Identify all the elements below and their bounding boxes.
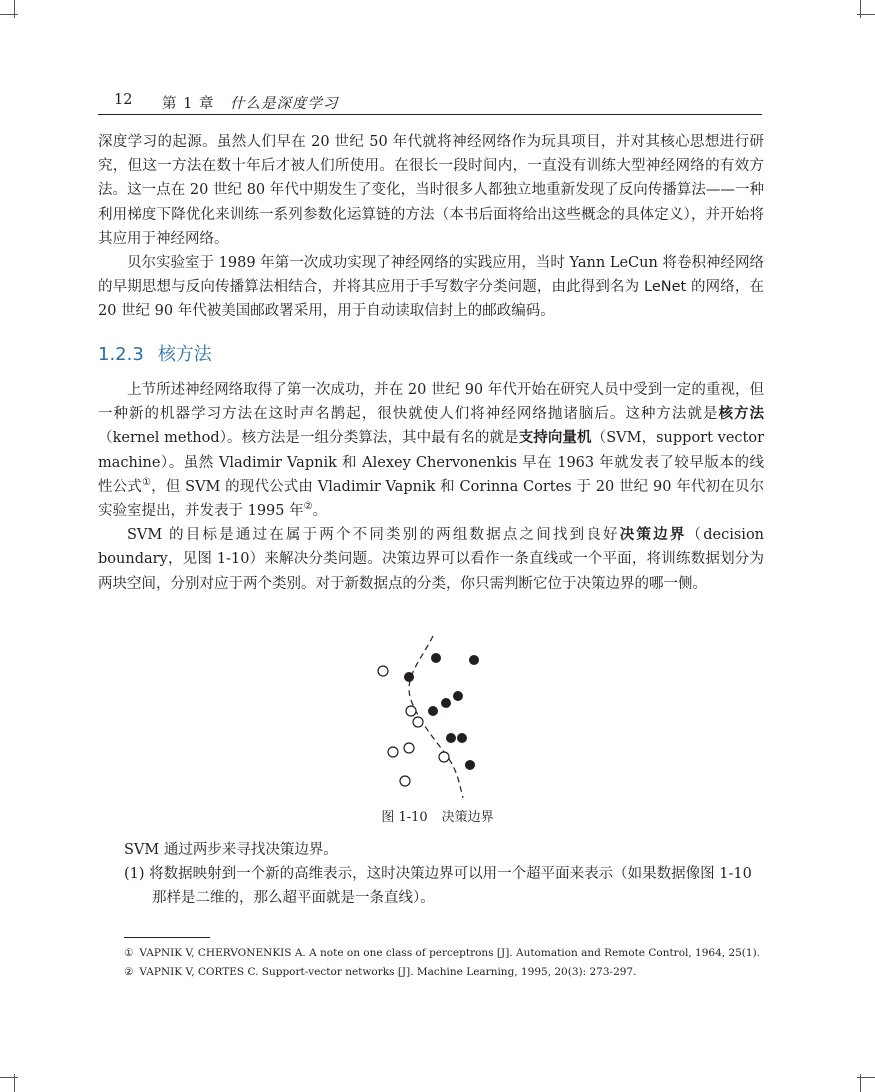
footnote-mark: ① (124, 947, 134, 959)
data-point-open (439, 752, 449, 762)
crop-mark (14, 0, 15, 18)
crop-mark (14, 1074, 15, 1092)
data-point-open (413, 717, 423, 727)
data-point-filled (469, 655, 479, 665)
footnote-text: VAPNIK V, CHERVONENKIS A. A note on one class of perceptrons [J]. Automation and Remote Control, 1964, 25(1). (139, 947, 761, 959)
section-title: 核方法 (157, 344, 212, 365)
intro-text (98, 130, 764, 324)
footnote (124, 944, 760, 963)
data-point-open (406, 706, 416, 716)
chapter-label: 第 1 章 (162, 96, 215, 112)
section-heading (98, 340, 212, 366)
crop-mark (0, 14, 18, 15)
footnote-text: VAPNIK V, CORTES C. Support-vector networks [J]. Machine Learning, 1995, 20(3): 273-297. (139, 966, 637, 978)
section-number: 1.2.3 (98, 344, 144, 365)
data-point-open (400, 776, 410, 786)
list-item-number: (1) (124, 866, 145, 883)
class-a-points (378, 666, 449, 786)
paragraph: SVM 的目标是通过在属于两个不同类别的两组数据点之间找到良好决策边界（decision boundary，见图 1-10）来解决分类问题。决策边界可以看作一条直线或一个平面，将训练数据划分为两块空间，分别对应于两个类别。对于新数据点的分类，你只需判断它位于决策边界的哪一侧。 (98, 527, 765, 592)
data-point-filled (457, 733, 467, 743)
footnote-ref[interactable]: ② (303, 501, 313, 513)
paragraph: 上节所述神经网络取得了第一次成功，并在 20 世纪 90 年代开始在研究人员中受到一定的重视，但一种新的机器学习方法在这时声名鹊起，很快就使人们将神经网络抛诸脑后。这种方法就是核方法（kernel method）。核方法是一组分类算法，其中最有名的就是支持向量机（SVM，support vector machine）。虽然 Vladimir Vapnik 和 Alexey Chervonenkis 早在 1963 年就发表了较早版本的线性公式①，但 SVM 的现代公式由 Vladimir Vapnik 和 Corinna Cortes 于 20 世纪 90 年代初在贝尔实验室提出，并发表于 1995 年②。 (98, 382, 765, 520)
paragraph: 深度学习的起源。虽然人们早在 20 世纪 50 年代就将神经网络作为玩具项目，并对其核心思想进行研究，但这一方法在数十年后才被人们所使用。在很长一段时间内，一直没有训练大型神经网络的有效方法。这一点在 20 世纪 80 年代中期发生了变化，当时很多人都独立地重新发现了反向传播算法——一种利用梯度下降优化来训练一系列参数化运算链的方法（本书后面将给出这些概念的具体定义），并开始将其应用于神经网络。 (98, 134, 764, 247)
term-kernel-method: 核方法 (718, 406, 765, 423)
list-item (124, 862, 766, 910)
list-item-text: 将数据映射到一个新的高维表示，这时决策边界可以用一个超平面来表示（如果数据像图 1-10 那样是二维的，那么超平面就是一条直线）。 (149, 866, 752, 907)
data-point-filled (441, 698, 451, 708)
data-point-filled (446, 733, 456, 743)
running-header (98, 92, 762, 115)
data-point-open (378, 666, 388, 676)
data-point-filled (465, 760, 475, 770)
crop-mark (860, 0, 861, 18)
figure-caption (0, 806, 875, 825)
data-point-filled (404, 672, 414, 682)
decision-boundary-figure (363, 630, 503, 800)
footnote-rule (124, 937, 210, 938)
data-point-open (388, 747, 398, 757)
paragraph: 贝尔实验室于 1989 年第一次成功实现了神经网络的实践应用，当时 Yann LeCun 将卷积神经网络的早期思想与反向传播算法相结合，并将其应用于手写数字分类问题，由此得到名为 LeNet 的网络，在 20 世纪 90 年代被美国邮政署采用，用于自动读取信封上的邮政编码。 (98, 255, 765, 320)
steps-block (124, 838, 766, 911)
crop-mark (860, 1074, 861, 1092)
kernel-text (98, 378, 764, 596)
chapter-title: 什么是深度学习 (230, 96, 339, 112)
figure-label: 图 1-10 (381, 810, 428, 825)
data-point-filled (431, 653, 441, 663)
footnote-mark: ② (124, 966, 134, 978)
data-point-open (404, 743, 414, 753)
crop-mark (0, 1077, 18, 1078)
figure-title: 决策边界 (441, 810, 494, 825)
data-point-filled (453, 691, 463, 701)
figure-svg (363, 630, 503, 800)
footnote (124, 963, 760, 982)
term-decision-boundary: 决策边界 (619, 527, 687, 544)
page-number: 12 (114, 92, 133, 108)
footnote-ref[interactable]: ① (141, 476, 152, 488)
data-point-filled (428, 706, 438, 716)
term-svm: 支持向量机 (518, 430, 592, 447)
footnotes (124, 944, 760, 982)
steps-intro: SVM 通过两步来寻找决策边界。 (124, 842, 338, 858)
lenet-term: LeNet (644, 279, 687, 296)
